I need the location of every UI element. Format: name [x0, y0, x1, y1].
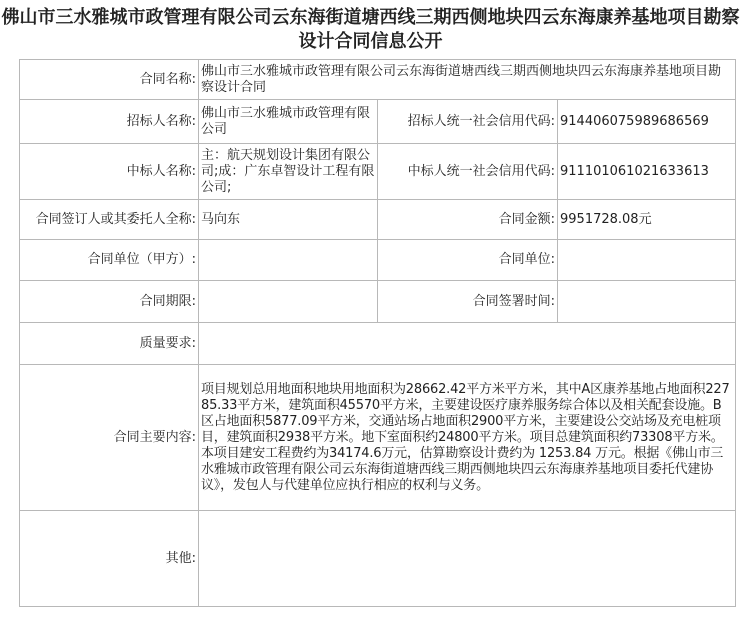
row-winner: [20, 144, 736, 200]
other-value: [199, 511, 736, 607]
tenderer-credit-value: 91440607598968656​9: [558, 100, 736, 144]
row-period: [20, 281, 736, 323]
winner-credit-label: 中标人统一社会信用代码:: [378, 144, 558, 200]
contract-name-value: 佛山市三水雅城市政管理有限公司云东海街道塘西线三期西侧地块四云东海康养基地项目勘察设计合同: [199, 60, 736, 100]
row-tenderer: [20, 100, 736, 144]
row-signer: [20, 200, 736, 240]
row-party: [20, 240, 736, 281]
row-quality: [20, 323, 736, 365]
sign-time-label: 合同签署时间:: [378, 281, 558, 323]
period-label: 合同期限:: [20, 281, 199, 323]
content-value: 项目规划总用地面积地块用地面积为28662.42平方米平方米，其中A区康养基地占地面积22785.33平方米，建筑面积45570平方米，主要建设医疗康养服务综合体以及相关配套设施。B区占地面积5877.09平方米，交通站场占地面积2900平方米，主要建设公交站场及充电桩项目，建筑面积2938平方米。地下室面积约24800平方米。项目总建筑面积约73308平方米。本项目建安工程费约为34174.6万元，估算勘察设计费约为 1253.84 万元。根据《佛山市三水雅城市政管理有限公司云东海街道塘西线三期西侧地块四云东海康养基地项目委托代建协议》，发包人与代建单位应执行相应的权利与义务。: [199, 365, 736, 511]
period-value: [199, 281, 378, 323]
tenderer-credit-label: 招标人统一社会信用代码:: [378, 100, 558, 144]
sign-time-value: [558, 281, 736, 323]
contract-info-table: [19, 59, 736, 607]
contract-name-label: 合同名称:: [20, 60, 199, 100]
tenderer-label: 招标人名称:: [20, 100, 199, 144]
amount-label: 合同金额:: [378, 200, 558, 240]
quality-label: 质量要求:: [20, 323, 199, 365]
other-label: 其他:: [20, 511, 199, 607]
party-a-label: 合同单位（甲方）:: [20, 240, 199, 281]
row-contract-name: [20, 60, 736, 100]
row-content: [20, 365, 736, 511]
winner-label: 中标人名称:: [20, 144, 199, 200]
content-label: 合同主要内容:: [20, 365, 199, 511]
amount-value: 9951728.08元: [558, 200, 736, 240]
winner-credit-value: 911101061021633613: [558, 144, 736, 200]
quality-value: [199, 323, 736, 365]
party-label: 合同单位:: [378, 240, 558, 281]
party-value: [558, 240, 736, 281]
tenderer-value: 佛山市三水雅城市政管理有限公司: [199, 100, 378, 144]
row-other: [20, 511, 736, 607]
winner-value: 主：航天规划设计集团有限公司;成：广东卓智设计工程有限公司;: [199, 144, 378, 200]
signer-value: 马向东: [199, 200, 378, 240]
party-a-value: [199, 240, 378, 281]
page-title: 佛山市三水雅城市政管理有限公司云东海街道塘西线三期西侧地块四云东海康养基地项目勘察设计合同信息公开: [1, 7, 740, 52]
signer-label: 合同签订人或其委托人全称:: [20, 200, 199, 240]
